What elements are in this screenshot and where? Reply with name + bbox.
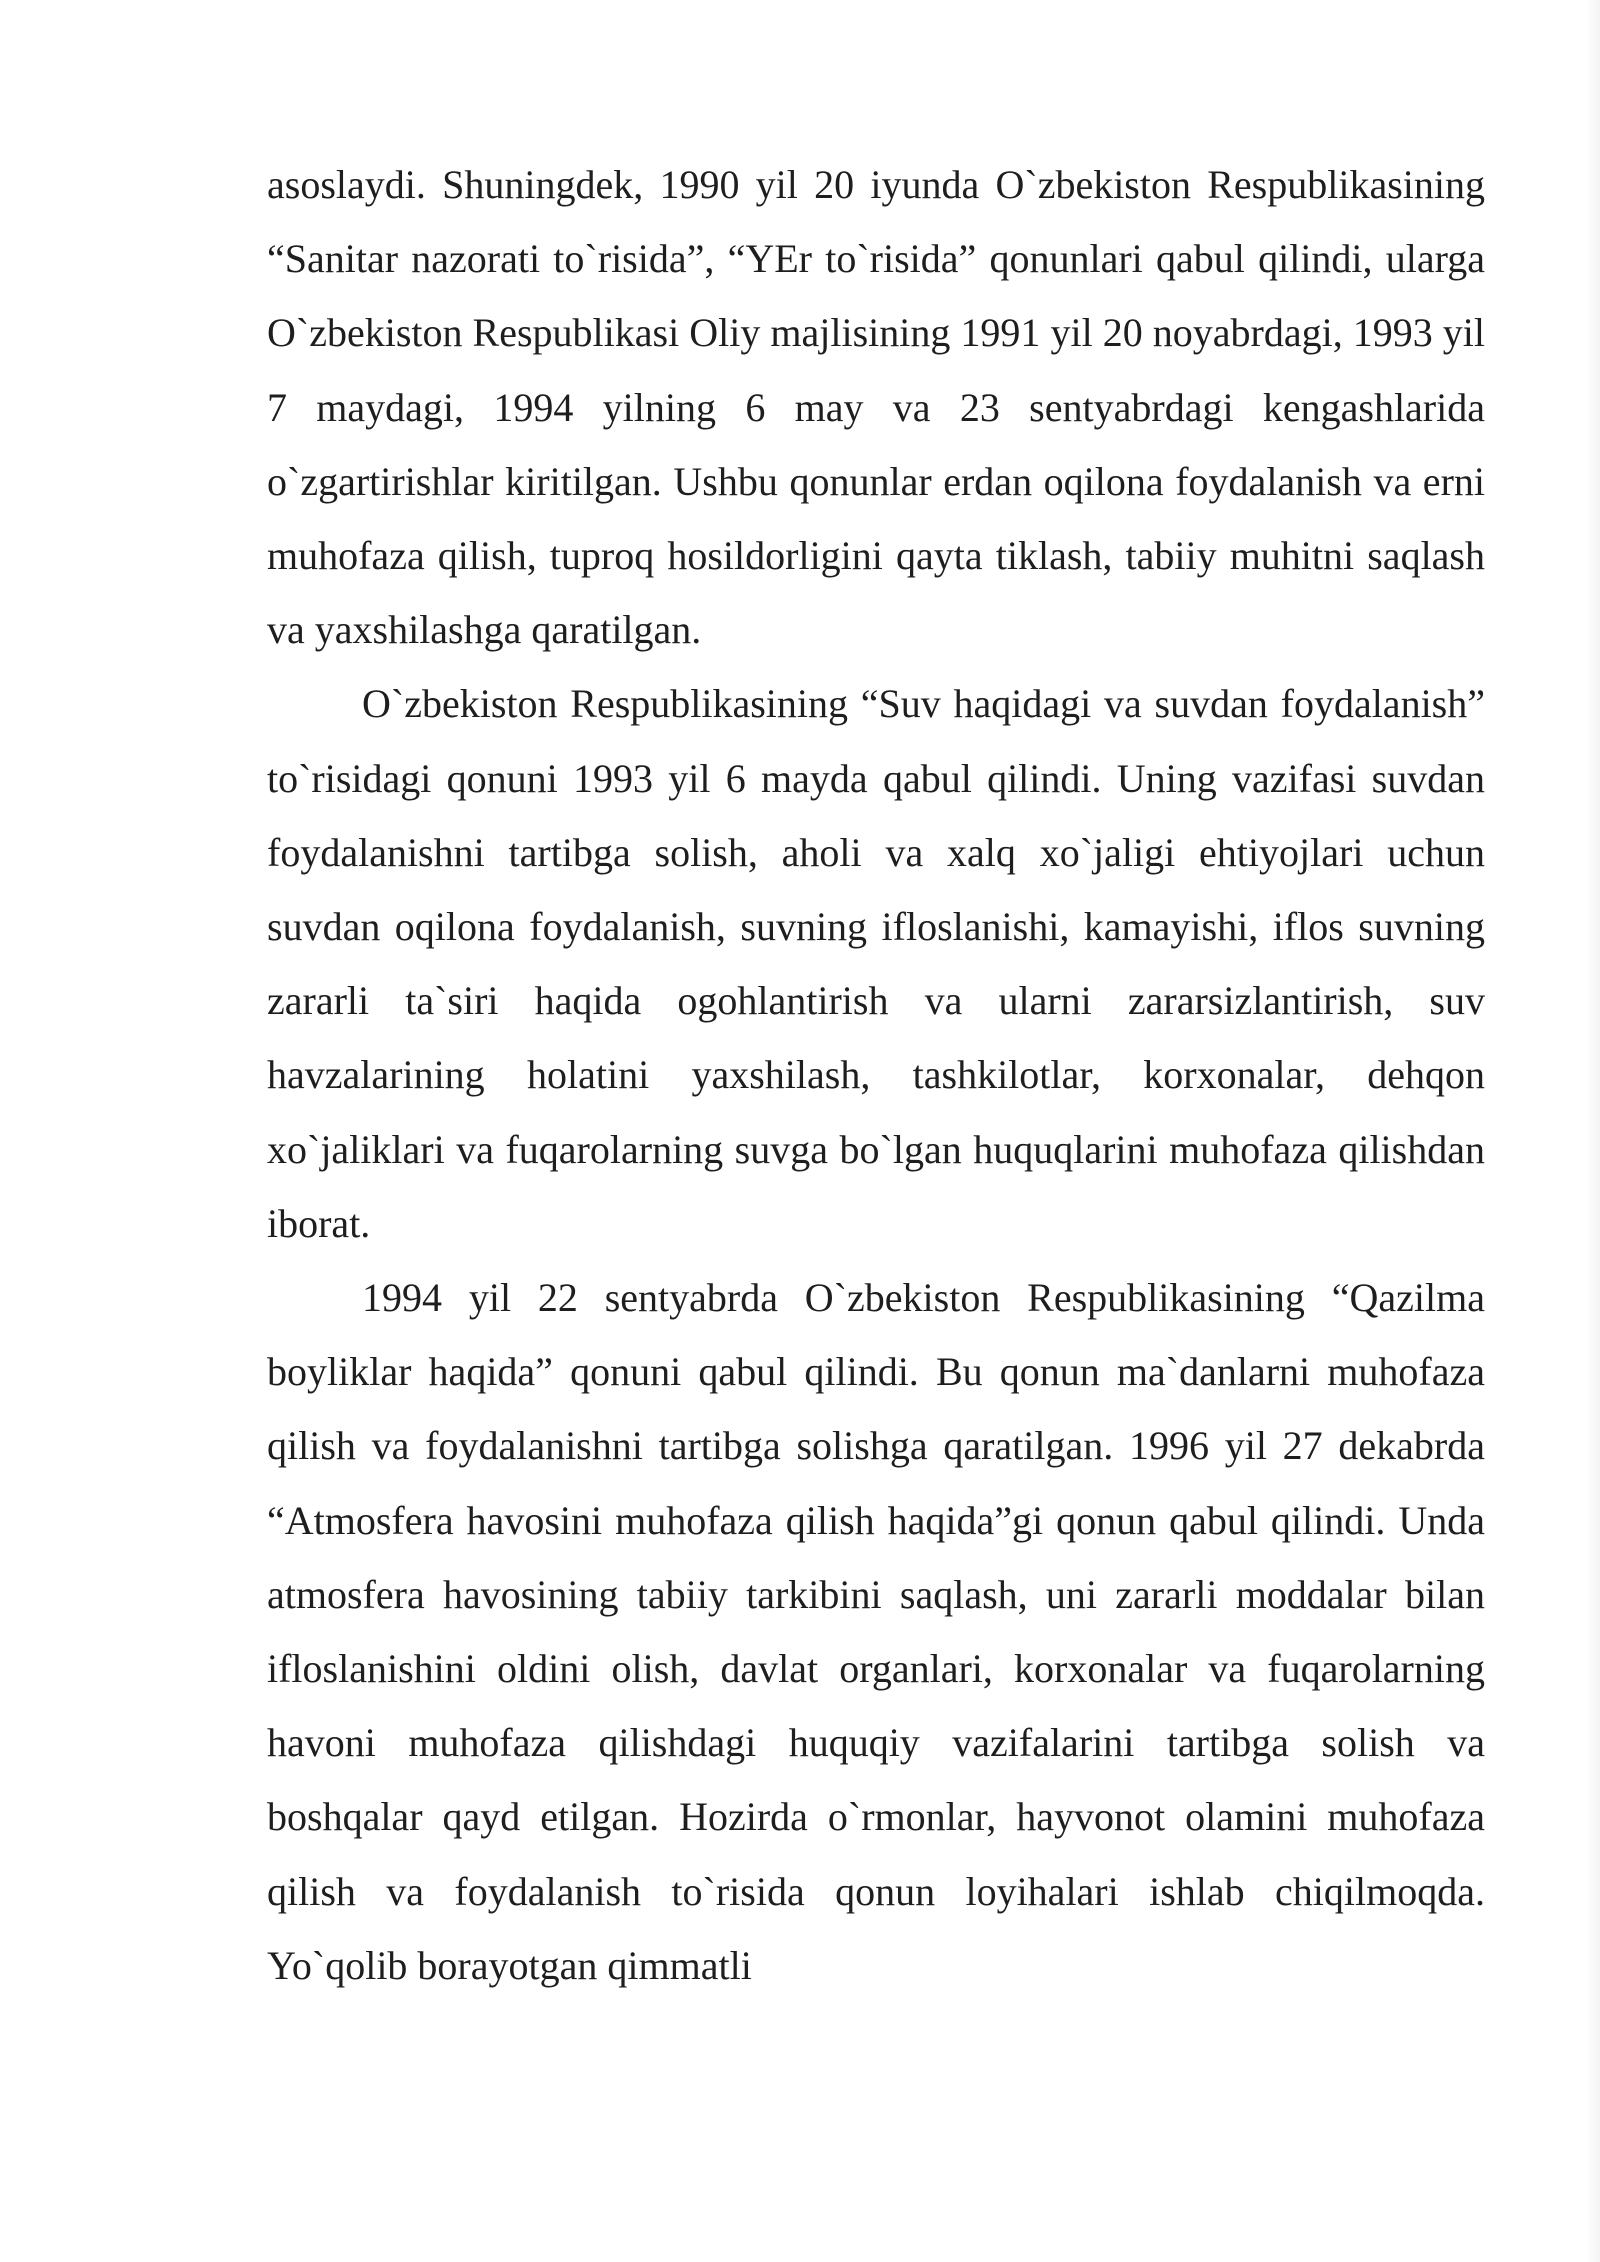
- paragraph-water-law: O`zbekiston Respublikasining “Suv haqidagi va suvdan foydalanish” to`risidagi qonuni 1993 yil 6 mayda qabul qilindi. Uning vazifasi suvdan foydalanishni tartibga solish, aholi va xalq xo`jaligi ehtiyojlari uchun suvdan oqilona foydalanish, suvning ifloslanishi, kamayishi, iflos suvning zararli ta`siri haqida ogohlantirish va ularni zararsizlantirish, suv havzalarining holatini yaxshilash, tashkilotlar, korxonalar, dehqon xo`jaliklari va fuqarolarning suvga bo`lgan huquqlarini muhofaza qilishdan iborat.: [267, 681, 1485, 1246]
- paragraph-mineral-air-laws: 1994 yil 22 sentyabrda O`zbekiston Respublikasining “Qazilma boyliklar haqida” qonuni qabul qilindi. Bu qonun ma`danlarni muhofaza qilish va foydalanishni tartibga solishga qaratilgan. 1996 yil 27 dekabrda “Atmosfera havosini muhofaza qilish haqida”gi qonun qabul qilindi. Unda atmosfera havosining tabiiy tarkibini saqlash, uni zararli moddalar bilan ifloslanishini oldini olish, davlat organlari, korxonalar va fuqarolarning havoni muhofaza qilishdagi huquqiy vazifalarini tartibga solish va boshqalar qayd etilgan. Hozirda o`rmonlar, hayvonot olamini muhofaza qilish va foydalanish to`risida qonun loyihalari ishlab chiqilmoqda. Yo`qolib borayotgan qimmatli: [267, 1275, 1485, 1988]
- paragraph-land-laws: asoslaydi. Shuningdek, 1990 yil 20 iyunda O`zbekiston Respublikasining “Sanitar nazorati to`risida”, “YEr to`risida” qonunlari qabul qilindi, ularga O`zbekiston Respublikasi Oliy majlisining 1991 yil 20 noyabrdagi, 1993 yil 7 maydagi, 1994 yilning 6 may va 23 sentyabrdagi kengashlarida o`zgartirishlar kiritilgan. Ushbu qonunlar erdan oqilona foydalanish va erni muhofaza qilish, tuproq hosildorligini qayta tiklash, tabiiy muhitni saqlash va yaxshilashga qaratilgan.: [267, 162, 1485, 653]
- body-text: [267, 148, 1485, 2003]
- page-edge-shadow: [1586, 0, 1600, 2262]
